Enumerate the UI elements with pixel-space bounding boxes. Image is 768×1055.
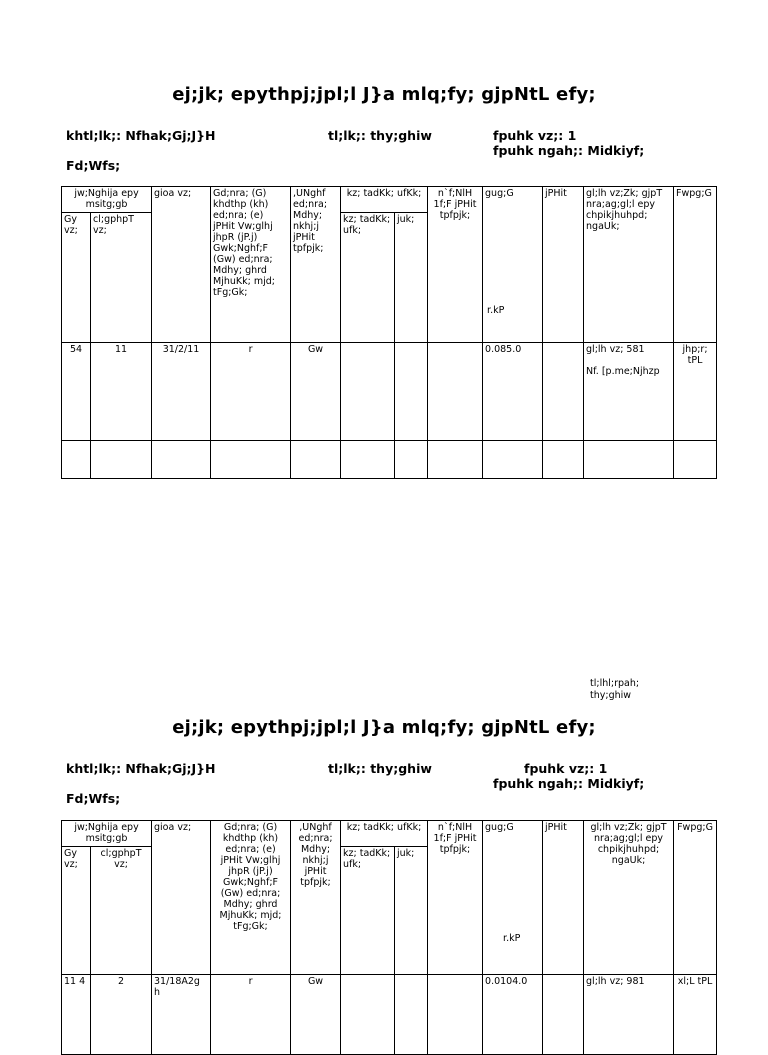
header-soil-group: kz; tadKk; ufKk; — [341, 187, 428, 213]
header-land-class-2: Gd;nra; (G) khdthp (kh) ed;nra; (e) jPHit Vw;glhj jhpR (jP.j) Gwk;Nghf;F (Gw) ed;nra; Mdhy; ghrd MjhuKk; mjd; tFg;Gk; — [211, 821, 291, 975]
page-number-label-2: fpuhk vz;: 1 — [524, 761, 608, 776]
cell-assessment-2 — [543, 975, 584, 1055]
header-area — [483, 187, 543, 343]
signature-line-2: thy;ghiw — [590, 690, 632, 701]
cell-area-2: 0.0104.0 — [483, 975, 543, 1055]
cell-soil-type — [341, 343, 395, 441]
cell-owner-name: Nf. [p.me;Njhzp — [586, 366, 660, 377]
cell-survey-number-2: 11 4 — [62, 975, 91, 1055]
cell-land-class-2: r — [211, 975, 291, 1055]
cell-subdivision-2: 2 — [91, 975, 152, 1055]
cell-rate-2 — [428, 975, 483, 1055]
page-title: ej;jk; epythpj;jpl;l J}a mlq;fy; gjpNtL efy; — [172, 84, 596, 105]
header-row — [62, 187, 717, 213]
cell-area: 0.085.0 — [483, 343, 543, 441]
header-soil-type-2: kz; tadKk; ufk; — [341, 847, 395, 975]
village-label-2: fpuhk ngah;: Midkiyf; — [493, 776, 645, 791]
table-row — [62, 343, 717, 441]
header-subdivision-2: cl;gphpT vz; — [91, 847, 152, 975]
header-old-number-2: gioa vz; — [152, 821, 211, 975]
header-area-label: gug;G — [485, 188, 514, 199]
cell-patta-owner — [584, 343, 674, 441]
header-rate-2: n`f;NlH 1f;F jPHit tpfpjk; — [428, 821, 483, 975]
header-rate: n`f;NlH 1f;F jPHit tpfpjk; — [428, 187, 483, 343]
taluk-label: tl;lk;: thy;ghiw — [328, 128, 432, 143]
cell-remarks-2: xl;L tPL — [674, 975, 717, 1055]
cell-old-number: 31/2/11 — [152, 343, 211, 441]
header-remarks-2: Fwpg;G — [674, 821, 717, 975]
header-patta-owner: gl;lh vz;Zk; gjpT nra;ag;gl;l epy chpikjhuhpd; ngaUk; — [584, 187, 674, 343]
cell-grade-2 — [395, 975, 428, 1055]
village-label: fpuhk ngah;: Midkiyf; — [493, 143, 645, 158]
register-table — [61, 186, 717, 479]
cell-subdivision: 11 — [91, 343, 152, 441]
header-area-unit: r.kP — [487, 305, 505, 316]
cell-land-class: r — [211, 343, 291, 441]
cell-double-crop-2: Gw — [291, 975, 341, 1055]
signature-line-1: tl;lhl;rpah; — [590, 678, 640, 689]
taluk-label-2: tl;lk;: thy;ghiw — [328, 761, 432, 776]
header-current-survey-2: jw;Nghija epy msitg;gb — [62, 821, 152, 847]
page-title-2: ej;jk; epythpj;jpl;l J}a mlq;fy; gjpNtL efy; — [172, 717, 596, 738]
header-soil-type: kz; tadKk; ufk; — [341, 213, 395, 343]
cell-grade — [395, 343, 428, 441]
fd-label: Fd;Wfs; — [66, 158, 121, 173]
header-assessment: jPHit — [543, 187, 584, 343]
register-table-2 — [61, 820, 717, 1055]
fd-label-2: Fd;Wfs; — [66, 791, 121, 806]
page-number-label: fpuhk vz;: 1 — [493, 128, 577, 143]
table-row-empty — [62, 441, 717, 479]
cell-patta-number: gl;lh vz; 581 — [586, 344, 645, 355]
table-row-2 — [62, 975, 717, 1055]
header-subdivision: cl;gphpT vz; — [91, 213, 152, 343]
header-area-unit-2: r.kP — [503, 933, 521, 944]
header-patta-owner-2: gl;lh vz;Zk; gjpT nra;ag;gl;l epy chpikjhuhpd; ngaUk; — [584, 821, 674, 975]
cell-patta-owner-2: gl;lh vz; 981 — [584, 975, 674, 1055]
cell-soil-type-2 — [341, 975, 395, 1055]
header-double-crop-2: ,UNghf ed;nra; Mdhy; nkhj;j jPHit tpfpjk; — [291, 821, 341, 975]
header-area-label-2: gug;G — [485, 822, 514, 833]
header-land-class: Gd;nra; (G) khdthp (kh) ed;nra; (e) jPHit Vw;glhj jhpR (jP.j) Gwk;Nghf;F (Gw) ed;nra; Mdhy; ghrd MjhuKk; mjd; tFg;Gk; — [211, 187, 291, 343]
header-grade-2: juk; — [395, 847, 428, 975]
header-old-number: gioa vz; — [152, 187, 211, 343]
header-survey-number: Gy vz; — [62, 213, 91, 343]
cell-assessment — [543, 343, 584, 441]
header-grade: juk; — [395, 213, 428, 343]
district-label-2: khtl;lk;: Nfhak;Gj;J}H — [66, 761, 216, 776]
cell-survey-number: 54 — [62, 343, 91, 441]
header-remarks: Fwpg;G — [674, 187, 717, 343]
header-survey-number-2: Gy vz; — [62, 847, 91, 975]
district-label: khtl;lk;: Nfhak;Gj;J}H — [66, 128, 216, 143]
header-row-2 — [62, 821, 717, 847]
header-soil-group-2: kz; tadKk; ufKk; — [341, 821, 428, 847]
header-current-survey: jw;Nghija epy msitg;gb — [62, 187, 152, 213]
cell-remarks: jhp;r; tPL — [674, 343, 717, 441]
header-double-crop: ,UNghf ed;nra; Mdhy; nkhj;j jPHit tpfpjk; — [291, 187, 341, 343]
cell-old-number-2: 31/18A2g h — [152, 975, 211, 1055]
header-assessment-2: jPHit — [543, 821, 584, 975]
cell-rate — [428, 343, 483, 441]
header-area-2 — [483, 821, 543, 975]
cell-double-crop: Gw — [291, 343, 341, 441]
